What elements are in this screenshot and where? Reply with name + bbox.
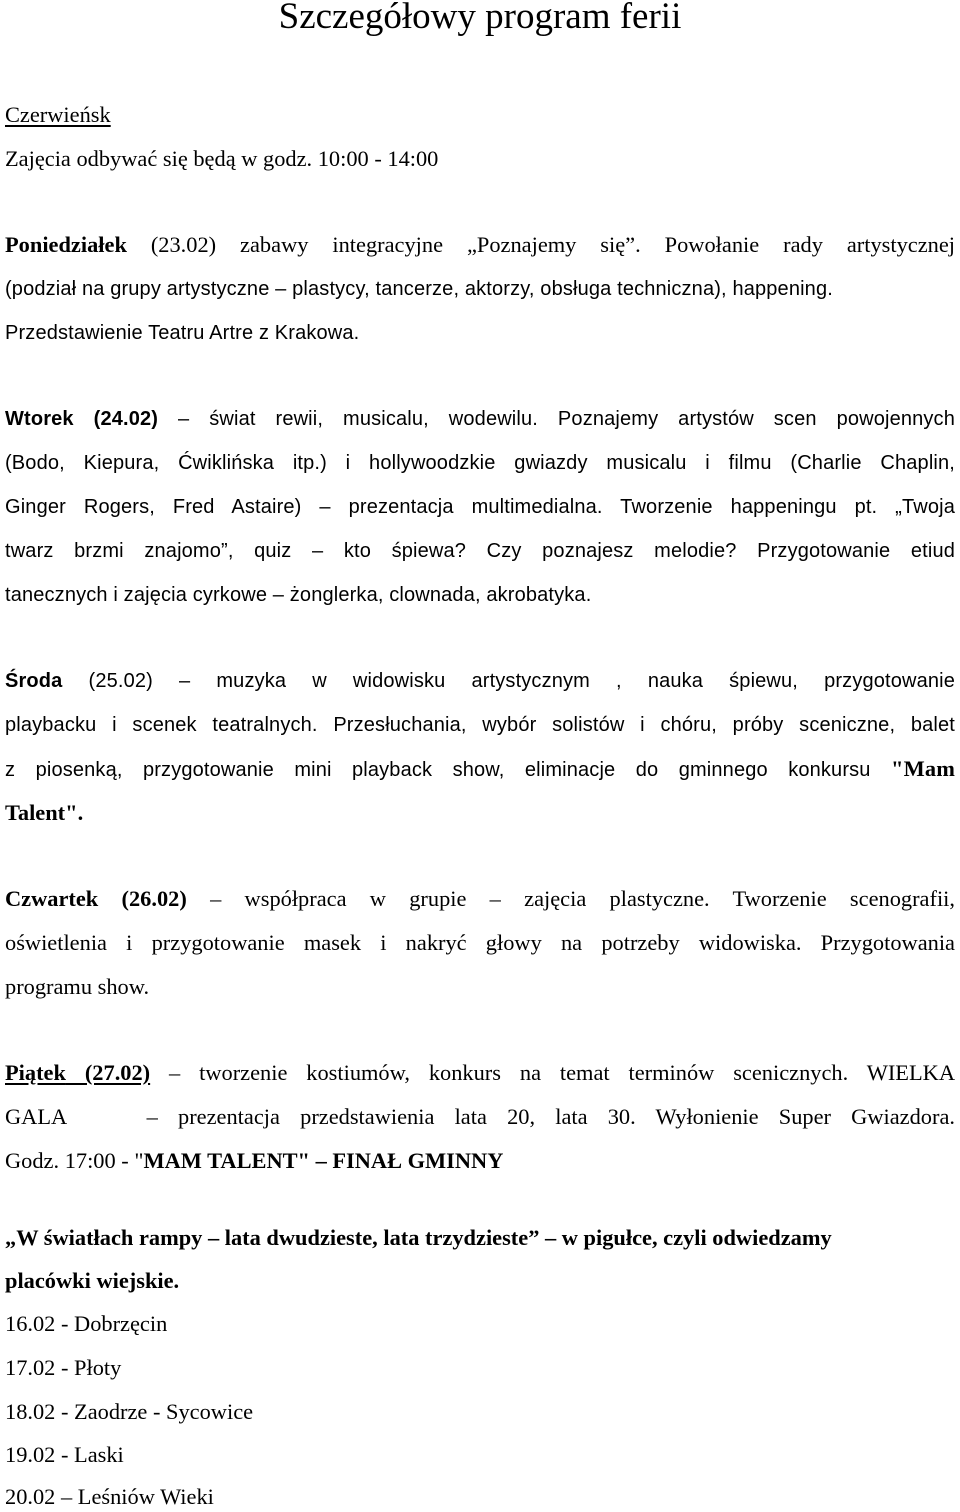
page-title: Szczegółowy program ferii <box>278 0 682 37</box>
tuesday-line-3: Ginger Rogers, Fred Astaire) – prezentacja multimedialna. Tworzenie happeningu pt. „Twoja <box>5 496 955 518</box>
thursday-line-3: programu show. <box>5 974 150 999</box>
friday-text-1: – tworzenie kostiumów, konkurs na temat terminów scenicznych. WIELKA <box>150 1060 955 1085</box>
wednesday-contest-name: "Mam <box>890 756 955 781</box>
friday-final-label: MAM TALENT" – FINAŁ GMINNY <box>143 1148 504 1173</box>
visit-item: 18.02 - Zaodrze - Sycowice <box>5 1399 254 1424</box>
tuesday-date: (24.02) <box>73 408 159 430</box>
thursday-line-1 <box>5 884 955 914</box>
rampa-heading-end: placówki wiejskie. <box>5 1268 180 1293</box>
tuesday-label: Wtorek <box>5 408 74 430</box>
monday-label: Poniedziałek <box>5 232 127 257</box>
friday-line-1 <box>5 1058 955 1088</box>
thursday-line-2: oświetlenia i przygotowanie masek i nakryć głowy na potrzeby widowiska. Przygotowania <box>5 930 955 955</box>
friday-label: Piątek <box>5 1060 66 1085</box>
wednesday-label: Środa <box>5 670 63 692</box>
wednesday-line-3 <box>5 754 955 785</box>
friday-date: (27.02) <box>65 1060 151 1085</box>
wednesday-line-2: playbacku i scenek teatralnych. Przesłuchania, wybór solistów i chóru, próby sceniczne, balet <box>5 714 955 736</box>
wednesday-line-4 <box>5 798 955 828</box>
tuesday-line-1 <box>5 404 955 434</box>
friday-text-3: Godz. 17:00 - " <box>5 1148 144 1173</box>
thursday-date: (26.02) <box>98 886 187 911</box>
wednesday-line-1 <box>5 666 955 696</box>
monday-text-1: (23.02) zabawy integracyjne „Poznajemy się”. Powołanie rady artystycznej <box>126 232 955 257</box>
wednesday-text-1: (25.02) – muzyka w widowisku artystycznym , nauka śpiewu, przygotowanie <box>62 670 955 692</box>
tuesday-line-4: twarz brzmi znajomo”, quiz – kto śpiewa? Czy poznajesz melodie? Przygotowanie etiud <box>5 540 955 562</box>
rampa-line-2 <box>5 1266 955 1296</box>
tuesday-line-2: (Bodo, Kiepura, Ćwiklińska itp.) i hollywoodzkie gwiazdy musicalu i filmu (Charlie Chaplin, <box>5 452 955 474</box>
location-heading: Czerwieńsk <box>5 102 111 127</box>
thursday-label: Czwartek <box>5 886 99 911</box>
friday-line-2: GALA – prezentacja przedstawienia lata 20, lata 30. Wyłonienie Super Gwiazdora. <box>5 1104 955 1129</box>
visit-item: 16.02 - Dobrzęcin <box>5 1311 168 1336</box>
wednesday-text-3: z piosenką, przygotowanie mini playback show, eliminacje do gminnego konkursu <box>5 759 891 781</box>
thursday-text-1: – współpraca w grupie – zajęcia plastyczne. Tworzenie scenografii, <box>186 886 955 911</box>
monday-line-3: Przedstawienie Teatru Artre z Krakowa. <box>5 322 360 344</box>
monday-line-2: (podział na grupy artystyczne – plastycy, tancerze, aktorzy, obsługa techniczna), happening. <box>5 278 833 300</box>
wednesday-contest-name-end: Talent". <box>5 800 84 825</box>
tuesday-line-5: tanecznych i zajęcia cyrkowe – żonglerka, clownada, akrobatyka. <box>5 584 592 606</box>
visit-item: 17.02 - Płoty <box>5 1355 122 1380</box>
friday-line-3 <box>5 1146 955 1176</box>
tuesday-text-1: – świat rewii, musicalu, wodewilu. Poznajemy artystów scen powojennych <box>158 408 955 430</box>
visit-item: 19.02 - Laski <box>5 1442 124 1467</box>
rampa-line-1 <box>5 1223 955 1253</box>
monday-line-1 <box>5 230 955 260</box>
hours-text: Zajęcia odbywać się będą w godz. 10:00 - 14:00 <box>5 146 439 171</box>
rampa-heading: „W światłach rampy – lata dwudzieste, lata trzydzieste” – w pigułce, czyli odwiedzamy <box>5 1225 832 1250</box>
visit-item: 20.02 – Leśniów Wieki <box>5 1484 214 1509</box>
